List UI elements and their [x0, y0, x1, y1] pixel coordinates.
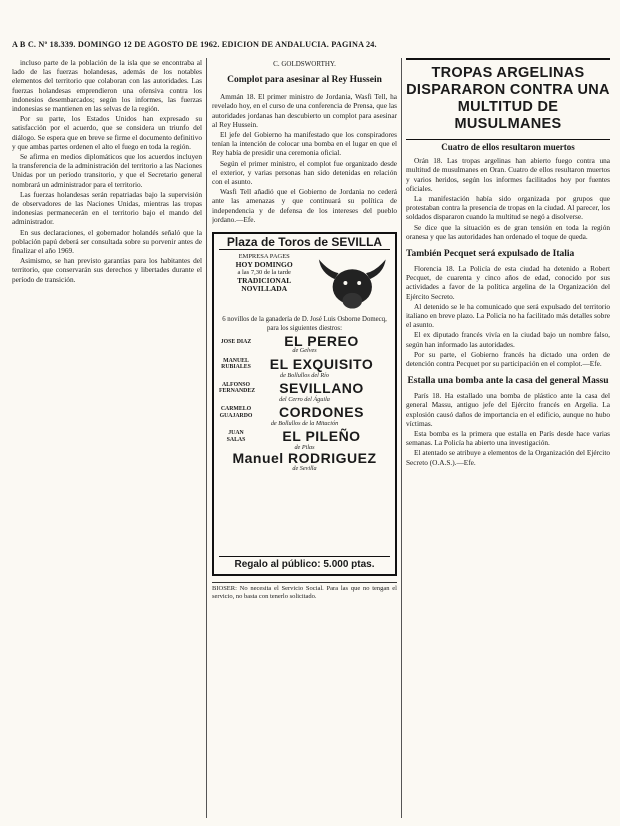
torero-row: [219, 450, 390, 467]
col1-paragraph: Se afirma en medios diplomáticos que los acuerdos incluyen la transferencia de la administración del territorio a las Naciones Unidas por un período transitorio, y que el Secretario general nombrará un administrador para el territorio.: [12, 152, 202, 189]
hussein-paragraph: El jefe del Gobierno ha manifestado que los conspiradores tenían la intención de colocar una bomba en el lugar en que el Rey había de presidir una ceremonia oficial.: [212, 130, 397, 158]
main-subheadline: Cuatro de ellos resultaron muertos: [441, 142, 575, 152]
oran-paragraph: La manifestación había sido organizada por grupos que protestaban contra la presencia de tropas en la ciudad. Al parecer, los soldados dispararon cuando la multitud se negó a disolverse.: [406, 194, 610, 222]
pecquet-headline: También Pecquet será expulsado de Italia: [406, 249, 575, 260]
bull-head-icon: [313, 253, 390, 313]
oran-paragraph: Se dice que la situación es de gran tensión en toda la región oranesa y que las autoridades han ordenado el toque de queda.: [406, 222, 610, 241]
column-rule: [401, 58, 402, 818]
col1-paragraph: Asimismo, se han previsto garantías para los habitantes del territorio, que conservarán sus derechos y libertades durante el período de transición.: [12, 256, 202, 284]
torero-first-name: ALFONSO FERNANDEZ: [219, 381, 256, 395]
torero-origin: de Bollullos del Río: [280, 371, 329, 379]
col1-paragraph: Por su parte, los Estados Unidos han expresado su satisfacción por el acuerdo, que se considera un triunfo del diálogo. Se espera que en breve se firme el documento definitivo y que ambas partes ordenen el alto el fuego en toda la región.: [12, 114, 202, 151]
torero-row: [219, 333, 390, 350]
column-2: [212, 58, 397, 822]
torero-origin: de Gelves: [292, 347, 317, 355]
main-headline: TROPAS ARGELINAS DISPARARON CONTRA UNA MULTITUD DE MUSULMANES: [406, 65, 610, 132]
torero-origin: de Bollullos de la Mitación: [270, 420, 339, 428]
torero-row: [219, 379, 390, 396]
ad-event-type: TRADICIONAL NOVILLADA: [237, 276, 292, 294]
ad-empresa: EMPRESA PAGES: [238, 253, 290, 261]
column-rule: [206, 58, 207, 818]
torero-first-name: JUAN SALAS: [226, 430, 246, 443]
ad-details: 6 novillos de la ganadería de D. José Luis Osborne Domecq, para los siguientes diestros:: [222, 316, 387, 332]
column-1: [12, 58, 202, 822]
torero-name: CORDONES: [279, 403, 364, 420]
torero-name: SEVILLANO: [279, 379, 364, 396]
ad-date: HOY DOMINGO: [235, 260, 293, 270]
torero-first-name: MANUEL RUBIALES: [221, 357, 251, 371]
hussein-paragraph: Ammán 18. El primer ministro de Jordania, Wasfi Tell, ha revelado hoy, en el curso de una conferencia de Prensa, que las autoridades jordanas han descubierto un complot para asesinar al Rey Hussein.: [212, 92, 397, 129]
massu-paragraph: Esta bomba es la primera que estalla en París desde hace varias semanas. La Policía ha abierto una investigación.: [406, 429, 610, 448]
hussein-paragraph: Según el primer ministro, el complot fue organizado desde el exterior, y varias personas han sido detenidas en relación con el asunto.: [212, 158, 397, 187]
masthead: A B C. Nº 18.339. DOMINGO 12 DE AGOSTO DE 1962. EDICION DE ANDALUCIA. PAGINA 24.: [12, 40, 377, 49]
pecquet-paragraph: Al detenido se le ha comunicado que será expulsado del territorio italiano en breve plazo. La Policía no ha facilitado más detalles sobre el asunto.: [406, 301, 610, 330]
torero-row: [219, 430, 390, 443]
hussein-paragraph: Wasfi Tell añadió que el Gobierno de Jordania no cederá ante las amenazas y que continuará su política de independencia y de defensa de los intereses del pueblo jordano.—Efe.: [212, 187, 397, 224]
pecquet-paragraph: Florencia 18. La Policía de esta ciudad ha detenido a Robert Pecquet, de cuarenta y cinco años de edad, conocido por sus actividades a favor de la política argelina de la Organización del Ejército Secreto.: [406, 264, 610, 301]
ad-prize: Regalo al público: 5.000 ptas.: [219, 556, 390, 569]
torero-origin: de Pilas: [294, 444, 315, 452]
column-3: [406, 58, 610, 822]
torero-name: EL EXQUISITO: [269, 355, 374, 372]
torero-name: EL PILEÑO: [282, 428, 361, 445]
legal-notice: BIOSER: No necesita el Servicio Social. Para las que no tengan el servicio, no basta con tenerlo solicitado.: [212, 582, 397, 601]
torero-name: Manuel RODRIGUEZ: [232, 450, 377, 467]
torero-name: EL PEREO: [284, 333, 359, 350]
massu-paragraph: El atentado se atribuye a elementos de la Organización del Ejército Secreto (O.A.S.).—Efe.: [406, 448, 610, 467]
oran-paragraph: Orán 18. Las tropas argelinas han abierto fuego contra una multitud de musulmanes en Oran. Cuatro de ellos resultaron muertos y varios heridos, según los informes facilitados hoy por fuentes oficiales.: [406, 156, 610, 193]
torero-origin: del Cerro del Águila: [279, 395, 330, 403]
hussein-headline: Complot para asesinar al Rey Hussein: [227, 75, 382, 86]
bullfight-advertisement: [212, 232, 397, 576]
massu-headline: Estalla una bomba ante la casa del general Massu: [407, 376, 609, 387]
article-signature: C. GOLDSWORTHY.: [273, 60, 336, 68]
torero-row: [219, 355, 390, 372]
pecquet-paragraph: El ex diputado francés vivía en la ciudad bajo un nombre falso, según han informado las autoridades.: [406, 330, 610, 349]
massu-paragraph: París 18. Ha estallado una bomba de plástico ante la casa del general Massu, antiguo jefe del Ejército francés en Argelia. La explosión causó daños de importancia en el edificio, aunque no hubo víctimas.: [406, 391, 610, 428]
ad-title: Plaza de Toros de SEVILLA: [219, 238, 390, 250]
torero-first-name: JOSE DIAZ: [220, 338, 252, 345]
col1-paragraph: incluso parte de la población de la isla que se encontraba al lado de las fuerzas holandesas, además de los notables elementos del territorio que colaboran con las autoridades. Las fuerzas holandesas emprendieron una ofensiva contra los indonesios desembarcados; según los informes, las fuerzas indonesias se mantienen en las selvas de la región.: [12, 58, 202, 114]
col1-paragraph: En sus declaraciones, el gobernador holandés señaló que la población papú deberá ser consultada sobre su porvenir antes de finalizar el año 1969.: [12, 227, 202, 256]
col1-paragraph: Las fuerzas holandesas serán repatriadas bajo la supervisión de observadores de las Naciones Unidas, mientras las tropas indonesias permanecerán en el territorio bajo el mando del administrador.: [12, 189, 202, 227]
ad-time: a las 7,30 de la tarde: [237, 269, 291, 277]
torero-row: [219, 403, 390, 420]
torero-first-name: CARMELO GUAJARDO: [219, 406, 253, 419]
torero-origin: de Sevilla: [292, 464, 317, 472]
pecquet-paragraph: Por su parte, el Gobierno francés ha dictado una orden de detención contra Pecquet por su participación en el complot.—Efe.: [406, 349, 610, 369]
